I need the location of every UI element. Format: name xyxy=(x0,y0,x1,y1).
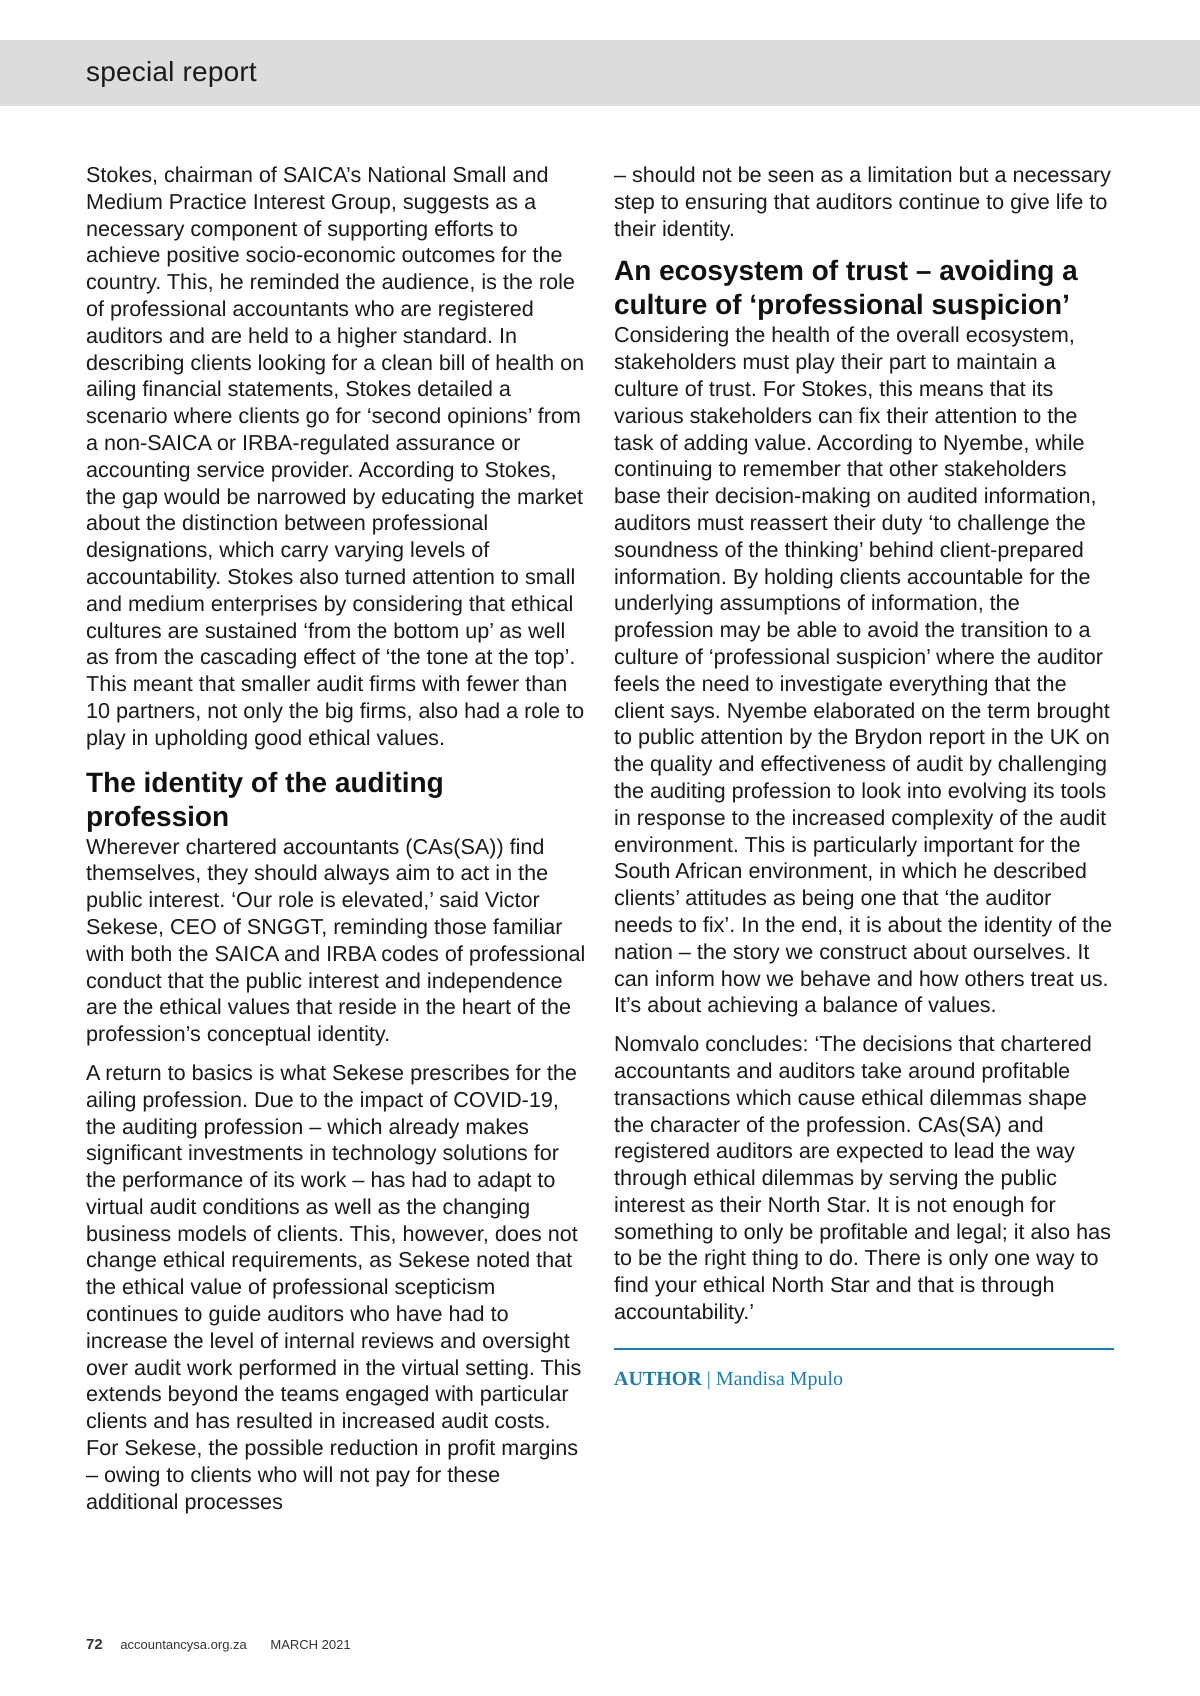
left-paragraph-2: Wherever chartered accountants (CAs(SA)) find themselves, they should always aim to act in the public interest. ‘Our role is elevated,’ said Victor Sekese, CEO of SNGGT, reminding those familiar with both the SAICA and IRBA codes of professional conduct that the public interest and independence are the ethical values that reside in the heart of the profession’s conceptual identity. xyxy=(86,833,586,1047)
right-paragraph-2: Considering the health of the overall ecosystem, stakeholders must play their part to maintain a culture of trust. For Stokes, this means that its various stakeholders can fix their attention to the task of adding value. According to Nyembe, while continuing to remember that other stakeholders base their decision-making on audited information, auditors must reassert their duty ‘to challenge the soundness of the thinking’ behind client-prepared information. By holding clients accountable for the underlying assumptions of information, the profession may be able to avoid the transition to a culture of ‘professional suspicion’ where the auditor feels the need to investigate everything that the client says. Nyembe elaborated on the term brought to public attention by the Brydon report in the UK on the quality and effectiveness of audit by challenging the auditing profession to look into evolving its tools in response to the increased complexity of the audit environment. This is particularly important for the South African environment, in which he described clients’ attitudes as being one that ‘the auditor needs to fix’. In the end, it is about the identity of the nation – the story we construct about ourselves. It can inform how we behave and how others treat us. It’s about achieving a balance of values. xyxy=(614,322,1113,1018)
author-separator: | xyxy=(701,1367,716,1390)
author-name: Mandisa Mpulo xyxy=(715,1367,844,1390)
author-label: AUTHOR xyxy=(614,1367,702,1390)
left-heading: The identity of the auditing profession xyxy=(86,766,444,832)
left-paragraph-3: A return to basics is what Sekese prescribes for the ailing profession. Due to the impact of COVID-19, the auditing profession – which already makes significant investments in technology solutions for the performance of its work – has had to adapt to virtual audit conditions as well as the changing business models of clients. This, however, does not change ethical requirements, as Sekese noted that the ethical value of professional scepticism continues to guide auditors who have had to increase the level of internal reviews and oversight over audit work performed in the virtual setting. This extends beyond the teams engaged with particular clients and has resulted in increased audit costs. For Sekese, the possible reduction in profit margins – owing to clients who will not pay for these additional processes xyxy=(86,1059,582,1514)
section-label: special report xyxy=(86,56,257,87)
author-divider xyxy=(614,1348,1114,1350)
right-paragraph-3: Nomvalo concludes: ‘The decisions that chartered accountants and auditors take around profitable transactions which cause ethical dilemmas shape the character of the profession. CAs(SA) and registered auditors are expected to lead the way through ethical dilemmas by serving the public interest as their North Star. It is not enough for something to only be profitable and legal; it also has to be the right thing to do. There is only one way to find your ethical North Star and that is through accountability.’ xyxy=(614,1031,1111,1325)
right-heading: An ecosystem of trust – avoiding a culture of ‘professional suspicion’ xyxy=(614,255,1078,321)
left-paragraph-1: Stokes, chairman of SAICA’s National Small and Medium Practice Interest Group, suggests as a necessary component of supporting efforts to achieve positive socio-economic outcomes for the country. This, he reminded the audience, is the role of professional accountants who are registered auditors and are held to a higher standard. In describing clients looking for a clean bill of health on ailing financial statements, Stokes detailed a scenario where clients go for ‘second opinions’ from a non-SAICA or IRBA-regulated assurance or accounting service provider. According to Stokes, the gap would be narrowed by educating the market about the distinction between professional designations, which carry varying levels of accountability. Stokes also turned attention to small and medium enterprises by considering that ethical cultures are sustained ‘from the bottom up’ as well as from the cascading effect of ‘the tone at the top’. This meant that smaller audit firms with fewer than 10 partners, not only the big firms, also had a role to play in upholding good ethical values. xyxy=(86,162,585,750)
page-footer xyxy=(86,1636,351,1653)
right-paragraph-1: – should not be seen as a limitation but a necessary step to ensuring that auditors continue to give life to their identity. xyxy=(614,162,1111,241)
footer-website: accountancysa.org.za xyxy=(120,1637,247,1652)
page-number: 72 xyxy=(86,1636,103,1653)
author-byline xyxy=(614,1366,1114,1393)
right-column xyxy=(614,162,1114,1393)
footer-issue: MARCH 2021 xyxy=(270,1637,351,1652)
left-column xyxy=(86,162,586,1527)
